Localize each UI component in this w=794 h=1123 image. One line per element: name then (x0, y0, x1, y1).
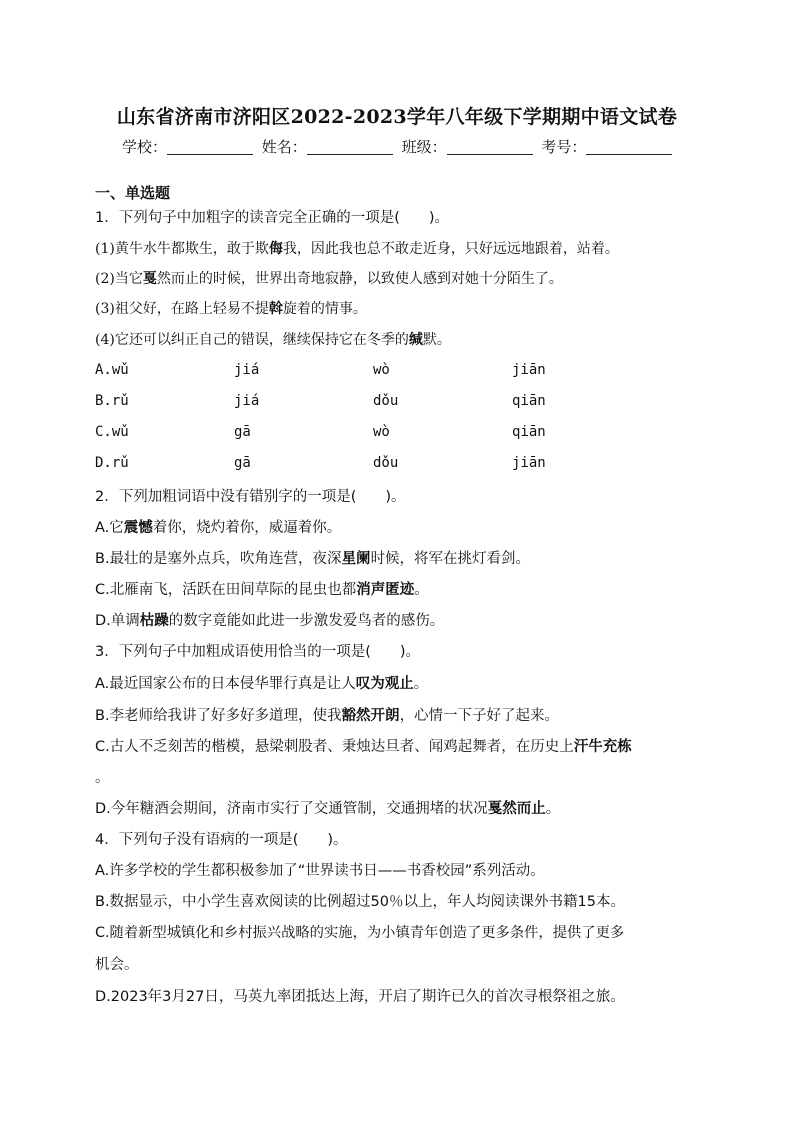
q1-s1-bold: 侮 (268, 241, 283, 257)
q1-option-c-4: qiān (512, 424, 546, 440)
q3-a-bold: 叹为观止 (355, 676, 414, 692)
q1-s2-text-b: 然而止的时候，世界出奇地寂静，以致使人感到对她十分陌生了。 (156, 271, 563, 287)
q1-option-a-2: jiá (234, 362, 260, 378)
q1-sentence-4 (95, 329, 451, 349)
q4-option-b[interactable]: B.数据显示，中小学生喜欢阅读的比例超过50％以上，年人均阅读课外书籍15本。 (95, 894, 625, 910)
q1-option-d-4: jiān (512, 455, 546, 471)
q3-b-bold: 豁然开朗 (341, 708, 400, 724)
name-blank[interactable] (307, 140, 393, 155)
q1-s4-text-b: 默。 (422, 332, 451, 348)
exam-title: 山东省济南市济阳区2022-2023学年八年级下学期期中语文试卷 (116, 106, 678, 128)
q4-option-a[interactable]: A.许多学校的学生都积极参加了“世界读书日——书香校园”系列活动。 (95, 863, 545, 879)
q1-option-d-3: dǒu (373, 455, 399, 471)
q1-s4-text-a: (4)它还可以纠正自己的错误，继续保持它在冬季的 (95, 332, 409, 348)
q1-s3-text-a: (3)祖父好，在路上轻易不提 (95, 301, 269, 317)
q2-option-a[interactable] (95, 516, 341, 537)
q3-c-bold: 汗牛充栋 (573, 739, 632, 755)
q3-b-text: B.李老师给我讲了好多好多道理，使我 (95, 708, 342, 724)
q1-s1-text-a: (1)黄牛水牛都欺生，敢于欺 (95, 241, 269, 257)
q2-a-bold: 震憾 (123, 520, 153, 536)
q2-option-c[interactable] (95, 578, 429, 599)
number-label: 考号： (541, 138, 587, 156)
q3-b-rest: ，心情一下子好了起来。 (399, 708, 560, 724)
student-info-line (122, 136, 676, 157)
q2-c-rest: 。 (414, 582, 429, 598)
q1-s3-bold: 斡 (268, 301, 283, 317)
q3-option-a[interactable] (95, 672, 428, 693)
name-label: 姓名： (261, 138, 307, 156)
q1-option-d[interactable]: D.rǔ (95, 455, 129, 471)
q1-option-b-2: jiá (234, 393, 260, 409)
q1-option-a-3: wò (373, 362, 390, 378)
q1-sentence-2 (95, 268, 563, 288)
class-label: 班级： (401, 138, 447, 156)
school-blank[interactable] (167, 140, 253, 155)
q1-option-d-2: gā (234, 455, 251, 471)
q1-option-c-3: wò (373, 424, 390, 440)
q3-d-text: D.今年糖酒会期间，济南市实行了交通管制，交通拥堵的状况 (95, 801, 488, 817)
q1-option-b-3: dǒu (373, 393, 399, 409)
q1-option-c-2: gā (234, 424, 251, 440)
q2-d-bold: 枯躁 (139, 613, 169, 629)
q2-option-d[interactable] (95, 609, 444, 630)
q1-option-a-4: jiān (512, 362, 546, 378)
q1-option-b-4: qiān (512, 393, 546, 409)
q2-d-rest: 的数字竟能如此进一步激发爱鸟者的感伤。 (168, 613, 445, 629)
q1-s1-text-b: 我，因此我也总不敢走近身，只好远远地跟着，站着。 (282, 241, 619, 257)
q3-option-c-cont: 。 (95, 770, 110, 786)
q3-option-c[interactable] (95, 735, 632, 756)
q4-option-d[interactable]: D.2023年3月27日，马英九率团抵达上海，开启了期许已久的首次寻根祭祖之旅。 (95, 989, 625, 1005)
q3-d-bold: 戛然而止 (487, 801, 546, 817)
q1-s3-text-b: 旋着的情事。 (282, 301, 367, 317)
q1-s4-bold: 缄 (408, 332, 423, 348)
school-label: 学校： (122, 138, 168, 156)
q3-option-b[interactable] (95, 704, 559, 725)
q2-stem: 2．下列加粗词语中没有错别字的一项是( )。 (95, 489, 406, 505)
q1-s2-bold: 戛 (142, 271, 157, 287)
number-blank[interactable] (586, 140, 672, 155)
class-blank[interactable] (447, 140, 533, 155)
q3-a-rest: 。 (413, 676, 429, 692)
section-heading: 一、单选题 (95, 184, 171, 202)
q2-b-text: B.最壮的是塞外点兵，吹角连营，夜深 (95, 551, 342, 567)
q4-option-c[interactable]: C.随着新型城镇化和乡村振兴战略的实施，为小镇青年创造了更多条件，提供了更多 (95, 925, 625, 941)
q1-option-b[interactable]: B.rǔ (95, 393, 129, 409)
q2-a-text: A.它 (95, 520, 124, 536)
q3-stem: 3．下列句子中加粗成语使用恰当的一项是( )。 (95, 644, 421, 660)
q3-c-text: C.古人不乏刻苦的楷模，悬梁刺股者、秉烛达旦者、闻鸡起舞者，在历史上 (95, 739, 574, 755)
q2-c-text: C.北雁南飞，活跃在田间草际的昆虫也都 (95, 582, 357, 598)
q1-s2-text-a: (2)当它 (95, 271, 143, 287)
q1-sentence-3 (95, 298, 367, 318)
q1-stem: 1．下列句子中加粗字的读音完全正确的一项是( )。 (95, 210, 450, 226)
q2-d-text: D.单调 (95, 613, 140, 629)
q2-b-bold: 星阑 (341, 551, 371, 567)
q2-a-rest: 着你，烧灼着你，威逼着你。 (152, 520, 342, 536)
q3-a-text: A.最近国家公布的日本侵华罪行真是让人 (95, 676, 356, 692)
q1-option-c[interactable]: C.wǔ (95, 424, 129, 440)
q2-option-b[interactable] (95, 547, 530, 568)
q3-d-rest: 。 (545, 801, 561, 817)
q4-option-c-cont: 机会。 (95, 957, 139, 973)
q1-option-a[interactable]: A.wǔ (95, 362, 129, 378)
q4-stem: 4．下列句子没有语病的一项是( )。 (95, 832, 348, 848)
q1-sentence-1 (95, 238, 619, 258)
q2-b-rest: 时候，将军在挑灯看剑。 (370, 551, 531, 567)
q3-option-d[interactable] (95, 797, 560, 818)
q2-c-bold: 消声匿迹 (356, 582, 415, 598)
